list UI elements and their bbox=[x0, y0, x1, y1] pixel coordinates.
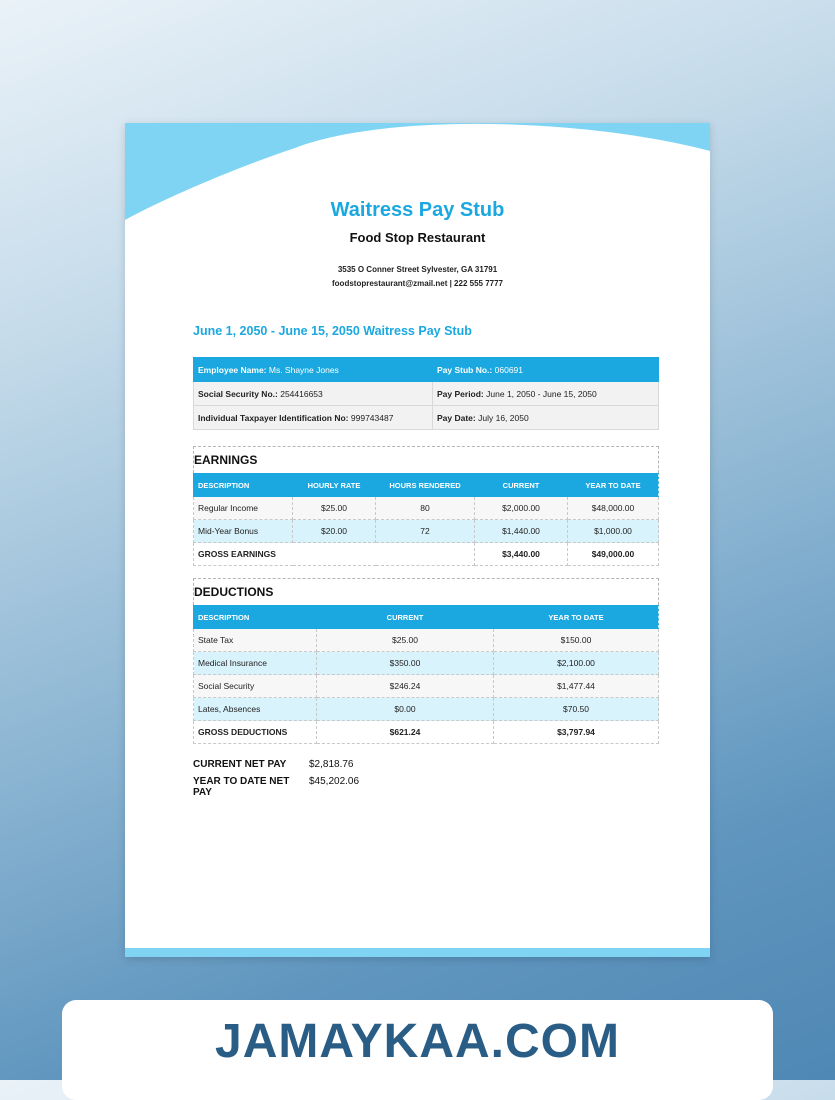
info-row bbox=[194, 382, 659, 406]
table-row bbox=[194, 629, 659, 652]
document-title: Waitress Pay Stub bbox=[330, 199, 505, 221]
gross-deductions-current: $621.24 bbox=[317, 721, 494, 744]
deduction-description: Lates, Absences bbox=[194, 698, 317, 721]
earnings-header-row bbox=[194, 474, 659, 497]
current-net-pay-label: CURRENT NET PAY bbox=[193, 759, 287, 770]
gross-deductions-label: GROSS DEDUCTIONS bbox=[194, 721, 317, 744]
footer-accent-bar bbox=[125, 948, 710, 957]
earnings-current: $1,440.00 bbox=[475, 520, 568, 543]
ytd-net-pay-value: $45,202.06 bbox=[309, 776, 360, 787]
employee-name-cell: Employee Name: Ms. Shayne Jones bbox=[194, 358, 433, 382]
earnings-header-hourly-rate: HOURLY RATE bbox=[293, 474, 376, 497]
gross-earnings-current: $3,440.00 bbox=[475, 543, 568, 566]
info-row bbox=[194, 406, 659, 430]
table-row bbox=[194, 675, 659, 698]
pay-period-heading: June 1, 2050 - June 15, 2050 Waitress Pay Stub bbox=[193, 324, 472, 338]
earnings-hourly-rate: $25.00 bbox=[293, 497, 376, 520]
ytd-net-pay-label: YEAR TO DATE NET PAY bbox=[193, 776, 290, 798]
company-name: Food Stop Restaurant bbox=[349, 230, 486, 245]
pay-stub-no-cell: Pay Stub No.: 060691 bbox=[433, 358, 659, 382]
employee-info-table bbox=[193, 357, 659, 430]
earnings-hours: 80 bbox=[376, 497, 475, 520]
deduction-description: State Tax bbox=[194, 629, 317, 652]
deduction-ytd: $1,477.44 bbox=[494, 675, 659, 698]
earnings-description: Mid-Year Bonus bbox=[194, 520, 293, 543]
current-net-pay-row bbox=[193, 759, 359, 776]
earnings-ytd: $1,000.00 bbox=[568, 520, 659, 543]
deductions-table bbox=[193, 605, 659, 744]
pay-stub-document bbox=[125, 123, 710, 957]
ytd-net-pay-row bbox=[193, 776, 360, 798]
earnings-total-row bbox=[194, 543, 659, 566]
deduction-current: $350.00 bbox=[317, 652, 494, 675]
deductions-header-current: CURRENT bbox=[317, 606, 494, 629]
deduction-ytd: $70.50 bbox=[494, 698, 659, 721]
table-row bbox=[194, 497, 659, 520]
earnings-hours: 72 bbox=[376, 520, 475, 543]
deduction-ytd: $150.00 bbox=[494, 629, 659, 652]
earnings-header-current: CURRENT bbox=[475, 474, 568, 497]
earnings-ytd: $48,000.00 bbox=[568, 497, 659, 520]
itin-cell: Individual Taxpayer Identification No: 999743487 bbox=[194, 406, 433, 430]
deduction-description: Social Security bbox=[194, 675, 317, 698]
deduction-current: $25.00 bbox=[317, 629, 494, 652]
current-net-pay-value: $2,818.76 bbox=[309, 759, 354, 770]
pay-period-cell: Pay Period: June 1, 2050 - June 15, 2050 bbox=[433, 382, 659, 406]
watermark-banner bbox=[62, 1000, 773, 1100]
watermark-text: JAMAYKAA.COM bbox=[215, 1015, 620, 1068]
earnings-header-hours-rendered: HOURS RENDERED bbox=[376, 474, 475, 497]
deductions-total-row bbox=[194, 721, 659, 744]
gross-earnings-label: GROSS EARNINGS bbox=[194, 543, 475, 566]
earnings-hourly-rate: $20.00 bbox=[293, 520, 376, 543]
table-row bbox=[194, 520, 659, 543]
deduction-description: Medical Insurance bbox=[194, 652, 317, 675]
earnings-description: Regular Income bbox=[194, 497, 293, 520]
company-contact: foodstoprestaurant@zmail.net | 222 555 7777 bbox=[332, 279, 503, 288]
deductions-section-title: DEDUCTIONS bbox=[193, 578, 659, 605]
ssn-cell: Social Security No.: 254416653 bbox=[194, 382, 433, 406]
earnings-table bbox=[193, 473, 659, 566]
earnings-header-ytd: YEAR TO DATE bbox=[568, 474, 659, 497]
deductions-header-description: DESCRIPTION bbox=[194, 606, 317, 629]
earnings-section-title: EARNINGS bbox=[193, 446, 659, 473]
deduction-ytd: $2,100.00 bbox=[494, 652, 659, 675]
deduction-current: $246.24 bbox=[317, 675, 494, 698]
gross-earnings-ytd: $49,000.00 bbox=[568, 543, 659, 566]
earnings-header-description: DESCRIPTION bbox=[194, 474, 293, 497]
pay-date-cell: Pay Date: July 16, 2050 bbox=[433, 406, 659, 430]
info-row bbox=[194, 358, 659, 382]
deduction-current: $0.00 bbox=[317, 698, 494, 721]
table-row bbox=[194, 698, 659, 721]
table-row bbox=[194, 652, 659, 675]
deductions-header-row bbox=[194, 606, 659, 629]
net-pay-summary bbox=[193, 759, 360, 798]
gross-deductions-ytd: $3,797.94 bbox=[494, 721, 659, 744]
deductions-header-ytd: YEAR TO DATE bbox=[494, 606, 659, 629]
company-address: 3535 O Conner Street Sylvester, GA 31791 bbox=[337, 265, 498, 274]
earnings-current: $2,000.00 bbox=[475, 497, 568, 520]
